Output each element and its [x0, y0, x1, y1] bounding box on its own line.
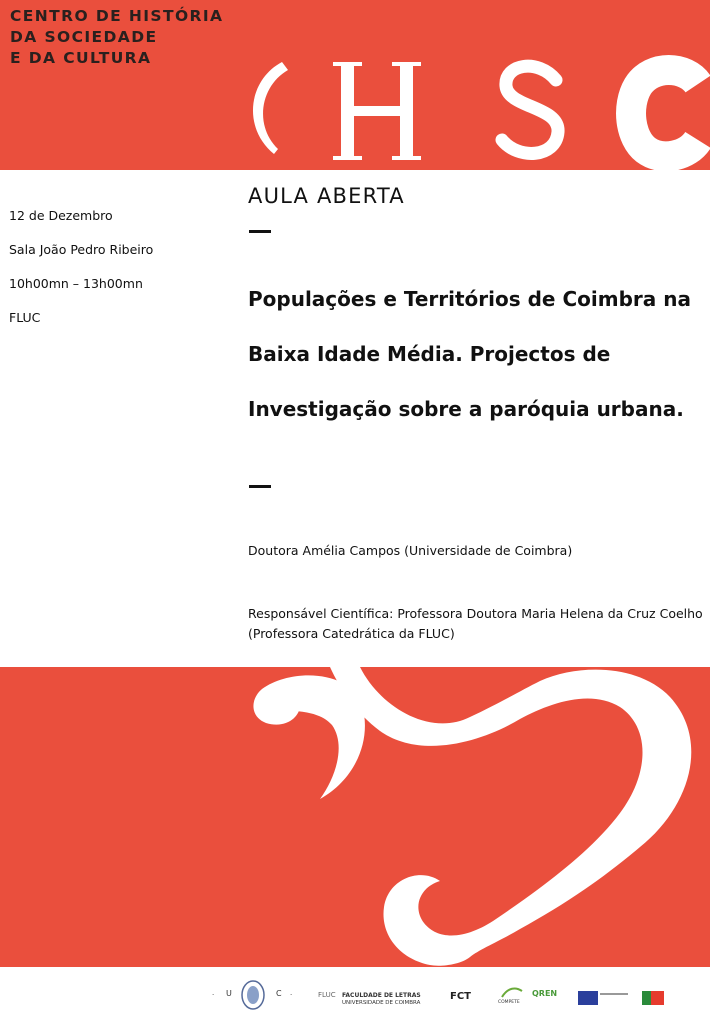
eu-flag-icon: [578, 991, 598, 1005]
responsible-line-2: (Professora Catedrática da FLUC): [248, 626, 455, 641]
org-line-1: CENTRO DE HISTÓRIA: [10, 7, 224, 25]
logo-letter-c2: [631, 70, 698, 156]
divider-2: [249, 485, 271, 488]
logo-letter-h: [333, 62, 421, 160]
partner-logos: [0, 967, 710, 1024]
fluc-abbr: FLUC: [318, 991, 336, 999]
uc-dot-right: ·: [290, 991, 293, 999]
event-room: Sala João Pedro Ribeiro: [9, 242, 154, 257]
event-venue: FLUC: [9, 310, 41, 325]
event-title: [248, 272, 703, 437]
header-band: [0, 0, 710, 170]
compete-logo: COMPETE: [498, 1000, 520, 1005]
event-time: 10h00mn – 13h00mn: [9, 276, 143, 291]
logo-letter-s: [502, 66, 558, 153]
uc-dot-left: ·: [212, 991, 215, 999]
uc-seal-icon: [240, 979, 266, 1011]
eu-text-icon: [600, 993, 628, 995]
fluc-name-1: FACULDADE DE LETRAS: [342, 992, 421, 999]
uc-letter-u: U: [226, 989, 232, 998]
chsc-logo: [240, 50, 710, 170]
speaker: Doutora Amélia Campos (Universidade de Coimbra): [248, 543, 573, 558]
portugal-flag-icon: [642, 991, 664, 1005]
title-line-1: Populações e Territórios de Coimbra na: [248, 287, 691, 311]
event-details: [9, 208, 153, 344]
org-line-3: E DA CULTURA: [10, 49, 152, 67]
event-type: AULA ABERTA: [248, 184, 405, 208]
title-line-2: Baixa Idade Média. Projectos de: [248, 342, 611, 366]
org-line-2: DA SOCIEDADE: [10, 28, 158, 46]
fluc-name-2: UNIVERSIDADE DE COIMBRA: [342, 1000, 421, 1006]
fct-logo: FCT: [450, 991, 471, 1002]
title-line-3: Investigação sobre a paróquia urbana.: [248, 397, 684, 421]
decorative-glyph-icon: [0, 667, 710, 967]
qren-logo: QREN: [532, 989, 558, 998]
divider-1: [249, 230, 271, 233]
decorative-band: [0, 667, 710, 967]
responsible-line-1: Responsável Científica: Professora Doutora Maria Helena da Cruz Coelho: [248, 606, 703, 621]
event-date: 12 de Dezembro: [9, 208, 113, 223]
scientific-responsible: [248, 604, 703, 644]
uc-letter-c: C: [276, 989, 282, 998]
organization-name: [10, 6, 223, 69]
logo-letter-c1: [253, 62, 288, 154]
compete-icon: [500, 985, 524, 999]
